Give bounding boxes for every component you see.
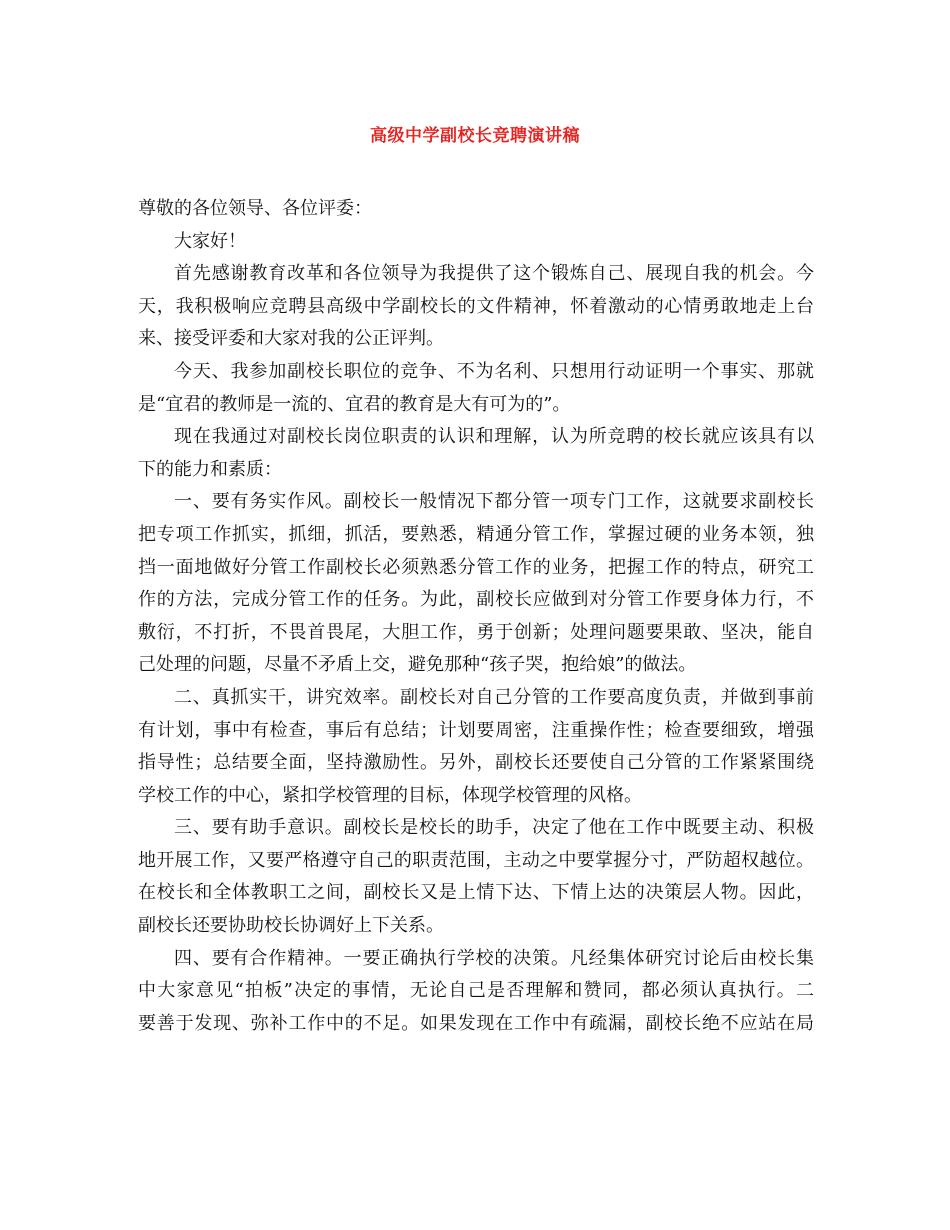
- paragraph-line: 副校长还要协助校长协调好上下关系。: [138, 915, 444, 937]
- paragraph-line: 三、要有助手意识。副校长是校长的助手，决定了他在工作中既要主动、积极: [174, 817, 814, 839]
- paragraph-line: 要善于发现、弥补工作中的不足。如果发现在工作中有疏漏，副校长绝不应站在局: [138, 1012, 814, 1034]
- paragraph-line: 敷衍，不打折，不畏首畏尾，大胆工作，勇于创新；处理问题要果敢、坚决，能自: [138, 621, 814, 643]
- paragraph-line: 二、真抓实干，讲究效率。副校长对自己分管的工作要高度负责，并做到事前: [174, 686, 814, 708]
- paragraph-line: 己处理的问题，尽量不矛盾上交，避免那种“孩子哭，抱给娘”的做法。: [138, 654, 697, 676]
- paragraph-line: 是“宜君的教师是一流的、宜君的教育是大有可为的”。: [138, 393, 571, 415]
- document-title: 高级中学副校长竞聘演讲稿: [370, 126, 580, 146]
- paragraph-line: 今天、我参加副校长职位的竞争、不为名利、只想用行动证明一个事实、那就: [174, 360, 814, 382]
- paragraph-line: 有计划，事中有检查，事后有总结；计划要周密，注重操作性；检查要细致，增强: [138, 719, 814, 741]
- paragraph-line: 把专项工作抓实，抓细，抓活，要熟悉，精通分管工作，掌握过硬的业务本领，独: [138, 523, 814, 545]
- paragraph-line: 在校长和全体教职工之间，副校长又是上情下达、下情上达的决策层人物。因此，: [138, 882, 814, 904]
- paragraph-line: 现在我通过对副校长岗位职责的认识和理解，认为所竞聘的校长就应该具有以: [174, 426, 814, 448]
- greeting-line: 大家好！: [174, 230, 246, 252]
- paragraph-line: 中大家意见“拍板”决定的事情，无论自己是否理解和赞同，都必须认真执行。二: [138, 980, 814, 1002]
- paragraph-line: 来、接受评委和大家对我的公正评判。: [138, 328, 444, 350]
- paragraph-line: 四、要有合作精神。一要正确执行学校的决策。凡经集体研究讨论后由校长集: [174, 947, 814, 969]
- salutation-line: 尊敬的各位领导、各位评委：: [138, 198, 372, 219]
- paragraph-line: 挡一面地做好分管工作副校长必须熟悉分管工作的业务，把握工作的特点，研究工: [138, 556, 814, 578]
- paragraph-line: 作的方法，完成分管工作的任务。为此，副校长应做到对分管工作要身体力行，不: [138, 589, 814, 611]
- paragraph-line: 天，我积极响应竞聘县高级中学副校长的文件精神，怀着激动的心情勇敢地走上台: [138, 295, 814, 317]
- paragraph-line: 学校工作的中心，紧扣学校管理的目标，体现学校管理的风格。: [138, 784, 642, 806]
- paragraph-line: 首先感谢教育改革和各位领导为我提供了这个锻炼自己、展现自我的机会。今: [174, 263, 814, 285]
- paragraph-line: 地开展工作，又要严格遵守自己的职责范围，主动之中要掌握分寸，严防超权越位。: [138, 849, 814, 871]
- paragraph-line: 下的能力和素质：: [138, 458, 282, 480]
- paragraph-line: 一、要有务实作风。副校长一般情况下都分管一项专门工作，这就要求副校长: [174, 491, 814, 513]
- document-body: [138, 193, 814, 1040]
- paragraph-line: 指导性；总结要全面，坚持激励性。另外，副校长还要使自己分管的工作紧紧围绕: [138, 752, 814, 774]
